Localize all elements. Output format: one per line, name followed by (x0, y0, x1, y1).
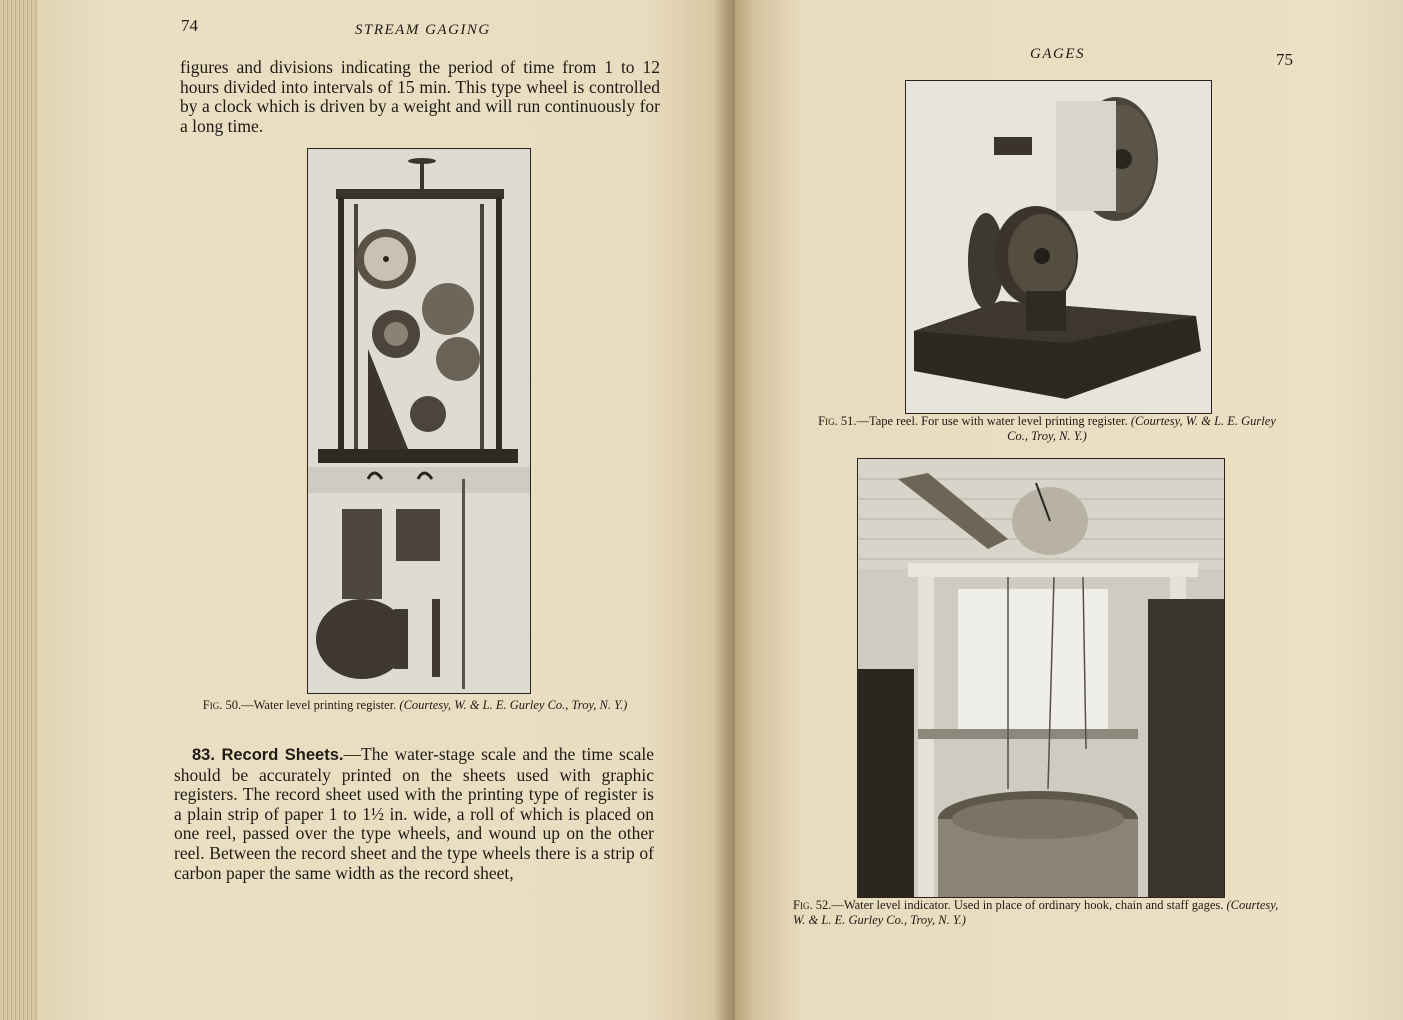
section-83 (174, 745, 654, 883)
figure-51-caption (807, 414, 1287, 444)
figure-51-label: Fig. 51. (818, 414, 857, 428)
section-83-heading: 83. Record Sheets. (192, 746, 344, 764)
page-number-left: 74 (181, 16, 198, 35)
page-number-right: 75 (1276, 50, 1293, 69)
figure-50-caption-text: —Water level printing register. (241, 698, 397, 712)
figure-51-credit: (Courtesy, W. & L. E. Gurley Co., Troy, N. Y.) (1007, 414, 1276, 443)
running-head-left: STREAM GAGING (355, 22, 491, 38)
figure-50-label: Fig. 50. (202, 698, 242, 712)
figure-52-label: Fig. 52. (793, 898, 832, 912)
right-page (735, 0, 1403, 1020)
page-edges (0, 0, 38, 1020)
paragraph-intro (180, 58, 660, 136)
figure-50-caption (170, 698, 660, 713)
figure-51-photo (905, 80, 1212, 414)
section-83-paragraph (174, 745, 654, 883)
figure-52-caption-text: —Water level indicator. Used in place of ordinary hook, chain and staff gages. (831, 898, 1224, 912)
figure-51-caption-text: —Tape reel. For use with water level printing register. (856, 414, 1128, 428)
section-83-text: —The water-stage scale and the time scale should be accurately printed on the sheets used with graphic registers. The record sheet used with the printing type of register is a plain strip of paper 1 to 1½ in. wide, a roll of which is placed on one reel, passed over the type wheels, and wound up on the other reel. Between the record sheet and the type wheels there is a strip of carbon paper the same width as the record sheet, (174, 744, 654, 883)
paragraph-intro-text: figures and divisions indicating the period of time from 1 to 12 hours divided into intervals of 15 min. This type wheel is controlled by a clock which is driven by a weight and will run continuously for a long time. (180, 57, 660, 136)
figure-50-photo (307, 148, 531, 694)
figure-52-photo (857, 458, 1225, 898)
figure-50-credit: (Courtesy, W. & L. E. Gurley Co., Troy, N. Y.) (399, 698, 628, 712)
figure-52-credit: (Courtesy, W. & L. E. Gurley Co., Troy, N. Y.) (793, 898, 1279, 927)
figure-52-caption (793, 898, 1283, 928)
running-head-right: GAGES (1030, 46, 1085, 62)
